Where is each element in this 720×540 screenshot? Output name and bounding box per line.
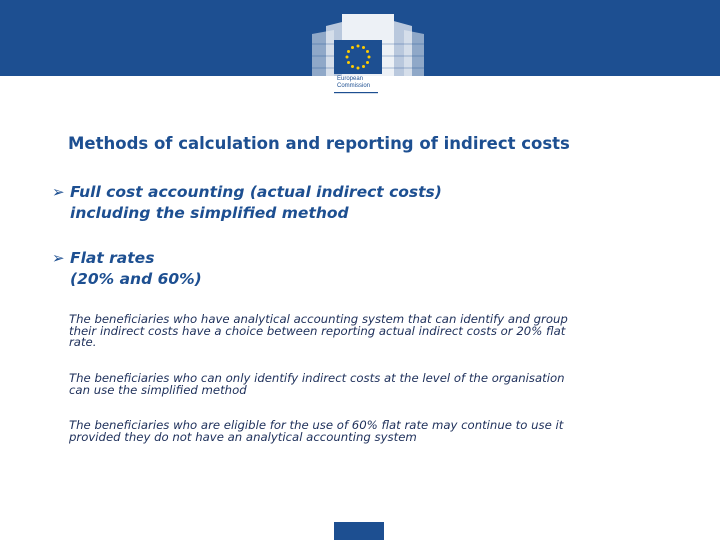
- footer-bar: [334, 522, 384, 540]
- paragraph-60-percent: [69, 420, 679, 443]
- bullet-line: including the simplified method: [70, 204, 349, 222]
- paragraph-line: can use the simplified method: [69, 382, 247, 397]
- bullet-line: Flat rates: [70, 249, 155, 267]
- logo-line-european: European: [337, 76, 364, 82]
- paragraph-analytical: [69, 314, 679, 349]
- paragraph-line: their indirect costs have a choice between reporting actual indirect costs or 20% flat: [69, 323, 566, 338]
- logo-text: [337, 76, 397, 90]
- arrow-bullet-icon: ➢: [52, 249, 65, 267]
- paragraph-line: The beneficiaries who have analytical accounting system that can identify and group: [69, 312, 568, 326]
- slide-title: Methods of calculation and reporting of indirect costs: [68, 134, 570, 153]
- arrow-bullet-icon: ➢: [52, 183, 65, 201]
- paragraph-line: The beneficiaries who can only identify indirect costs at the level of the organisation: [69, 371, 565, 385]
- paragraph-simplified: [69, 373, 679, 396]
- paragraph-line: provided they do not have an analytical accounting system: [69, 429, 417, 444]
- bullet-line: Full cost accounting (actual indirect costs): [70, 183, 442, 201]
- paragraph-line: The beneficiaries who are eligible for the use of 60% flat rate may continue to use it: [69, 418, 564, 432]
- bullet-line: (20% and 60%): [70, 270, 202, 288]
- bullet-full-cost: [52, 182, 692, 224]
- bullet-flat-rates: [52, 248, 692, 290]
- logo-line-commission: Commission: [337, 83, 371, 89]
- paragraph-line: rate.: [69, 335, 97, 349]
